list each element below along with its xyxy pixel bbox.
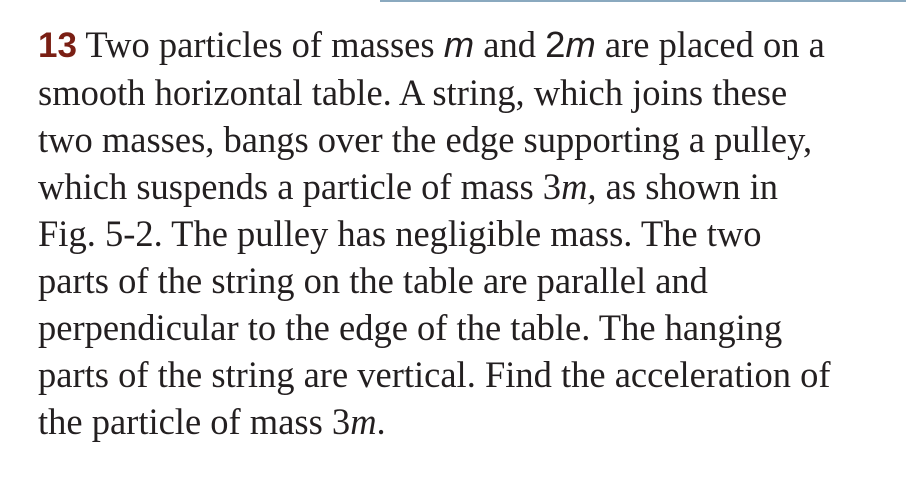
top-divider xyxy=(380,0,906,2)
problem-line-1: 13 Two particles of masses m and 2m are placed on a xyxy=(38,24,825,65)
problem-line-9: the particle of mass 3m. xyxy=(38,401,386,442)
problem-line-8: parts of the string are vertical. Find the acceleration of xyxy=(38,354,831,395)
problem-text xyxy=(38,21,898,445)
problem-line-6: parts of the string on the table are parallel and xyxy=(38,260,708,301)
problem-number: 13 xyxy=(38,26,77,65)
problem-line-7: perpendicular to the edge of the table. The hanging xyxy=(38,307,783,348)
problem-line-2: smooth horizontal table. A string, which joins these xyxy=(38,72,788,113)
problem-line-5: Fig. 5-2. The pulley has negligible mass. The two xyxy=(38,213,762,254)
problem-line-3: two masses, bangs over the edge supporting a pulley, xyxy=(38,119,813,160)
problem-line-4: which suspends a particle of mass 3m, as shown in xyxy=(38,166,779,207)
